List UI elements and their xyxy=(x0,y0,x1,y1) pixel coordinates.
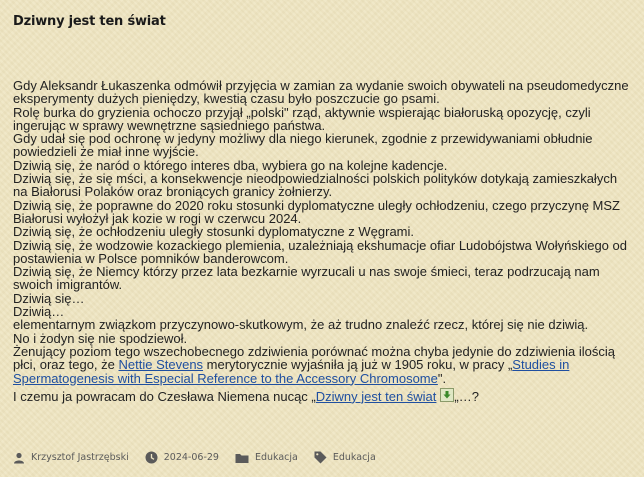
link-dziwny-jest-ten-swiat[interactable]: Dziwny jest ten świat xyxy=(315,388,437,404)
text: „…? xyxy=(454,388,479,404)
meta-date xyxy=(145,451,219,464)
paragraph: elementarnym związkom przyczynowo-skutkowym, że aż trudno znaleźć rzecz, której się nie dziwią. xyxy=(13,317,589,333)
folder-icon xyxy=(235,452,249,464)
paragraph: Gdy Aleksandr Łukaszenka odmówił przyjęcia w zamian za wydanie swoich obywateli na pseudomedyczne eksperymenty dużych pieniędzy, kwestią czasu było poszczucie go psami. xyxy=(13,78,629,107)
meta-category xyxy=(235,452,298,464)
paragraph: Dziwią się, że naród o którego interes dba, wybiera go na kolejne kadencje. xyxy=(13,157,448,173)
text: I czemu ja powracam do Czesława Niemena nucąc „ xyxy=(13,388,316,404)
download-icon[interactable] xyxy=(440,388,454,402)
paragraph: Dziwią się, że Niemcy którzy przez lata bezkarnie wyrzucali u nas swoje śmieci, teraz podrzucają nam swoich imigrantów. xyxy=(13,264,600,293)
text: Żenujący poziom tego wszechobecnego zdziwienia porównać można chyba jedynie do zdziwienia ilością płci, oraz tego, że xyxy=(13,343,615,373)
paragraph: No i żodyn się nie spodziewoł. xyxy=(13,330,188,346)
paragraph: Dziwią się, że wodzowie kozackiego plemienia, uzależniają ekshumacje ofiar Ludobójstwa Wołyńskiego od postawienia w Polsce pomników banderowcom. xyxy=(13,237,627,266)
paragraph: Dziwią się… xyxy=(13,290,85,306)
post-content xyxy=(13,79,629,403)
date-link[interactable]: 2024-06-29 xyxy=(163,452,219,463)
paragraph: Dziwią się, że się mści, a konsekwencje nieodpowiedzialności polskich polityków dotykają zamieszkałych na Białorusi Polaków oraz broniących granicy żołnierzy. xyxy=(13,171,618,200)
paragraph: Rolę burka do gryzienia ochoczo przyjął „polski" rząd, aktywnie wspierając białoruską opozycję, czyli ingerując w sprawy wewnętrzne sąsiedniego państwa. xyxy=(13,104,591,133)
text: merytorycznie wyjaśniła ją już w 1905 roku, w pracy „ xyxy=(203,357,513,373)
clock-icon xyxy=(145,451,158,464)
user-icon xyxy=(13,452,25,464)
paragraph: Gdy udał się pod ochronę w jedyny możliwy dla niego kierunek, zgodnie z przewidywaniami obłudnie powiedzieli że miał inne wyjście. xyxy=(13,131,593,160)
link-nettie-stevens[interactable]: Nettie Stevens xyxy=(118,357,204,373)
text: ". xyxy=(437,370,447,386)
post-title: Dziwny jest ten świat xyxy=(13,14,166,29)
post-meta xyxy=(13,451,392,464)
paragraph: Dziwią… xyxy=(13,304,65,320)
paragraph: Dziwią się, że poprawne do 2020 roku stosunki dyplomatyczne uległy ochłodzeniu, czego przyczynę MSZ Białorusi wyłożył jak kozie w rogi w czerwcu 2024. xyxy=(13,197,620,226)
paragraph-stevens xyxy=(13,345,629,385)
link-studies-spermatogenesis[interactable]: Studies in Spermatogenesis with Especial Reference to the Accessory Chromosome xyxy=(13,357,570,386)
meta-tag xyxy=(314,451,376,464)
tag-icon xyxy=(314,451,327,464)
paragraph-final xyxy=(13,388,629,403)
tag-link[interactable]: Edukacja xyxy=(332,452,376,463)
category-link[interactable]: Edukacja xyxy=(254,452,298,463)
meta-author xyxy=(13,452,129,464)
paragraph: Dziwią się, że ochłodzeniu uległy stosunki dyplomatyczne z Węgrami. xyxy=(13,224,415,240)
author-link[interactable]: Krzysztof Jastrzębski xyxy=(31,452,129,463)
